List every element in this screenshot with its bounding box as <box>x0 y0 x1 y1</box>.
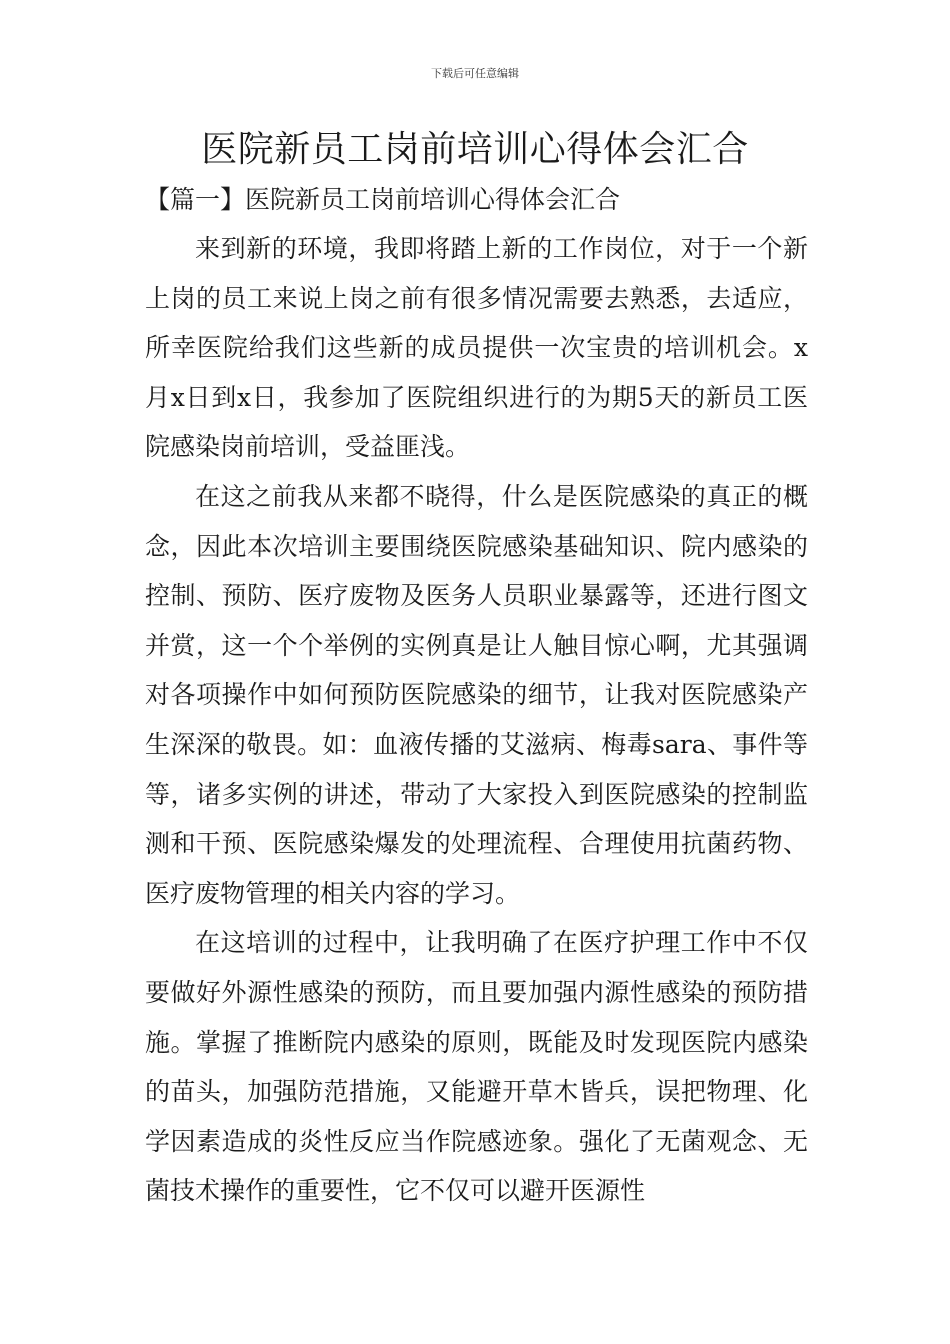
document-title: 医院新员工岗前培训心得体会汇合 <box>201 129 749 170</box>
paragraph: 在这之前我从来都不晓得，什么是医院感染的真正的概念，因此本次培训主要围绕医院感染基础知识、院内感染的控制、预防、医疗废物及医务人员职业暴露等，还进行图文并赏，这一个个举例的实例真是让人触目惊心啊，尤其强调对各项操作中如何预防医院感染的细节，让我对医院感染产生深深的敬畏。如：血液传播的艾滋病、梅毒sara、事件等等，诸多实例的讲述，带动了大家投入到医院感染的控制监测和干预、医院感染爆发的处理流程、合理使用抗菌药物、医疗废物管理的相关内容的学习。 <box>145 481 808 908</box>
document-body <box>145 224 808 1216</box>
page-header-note: 下载后可任意编辑 <box>431 67 519 80</box>
paragraph: 来到新的环境，我即将踏上新的工作岗位，对于一个新上岗的员工来说上岗之前有很多情况需要去熟悉，去适应，所幸医院给我们这些新的成员提供一次宝贵的培训机会。x月x日到x日，我参加了医院组织进行的为期5天的新员工医院感染岗前培训，受益匪浅。 <box>145 234 808 462</box>
paragraph: 在这培训的过程中，让我明确了在医疗护理工作中不仅要做好外源性感染的预防，而且要加强内源性感染的预防措施。掌握了推断院内感染的原则，既能及时发现医院内感染的苗头，加强防范措施，又能避开草木皆兵，误把物理、化学因素造成的炎性反应当作院感迹象。强化了无菌观念、无菌技术操作的重要性，它不仅可以避开医源性 <box>145 928 808 1206</box>
section-heading: 【篇一】医院新员工岗前培训心得体会汇合 <box>145 185 621 214</box>
